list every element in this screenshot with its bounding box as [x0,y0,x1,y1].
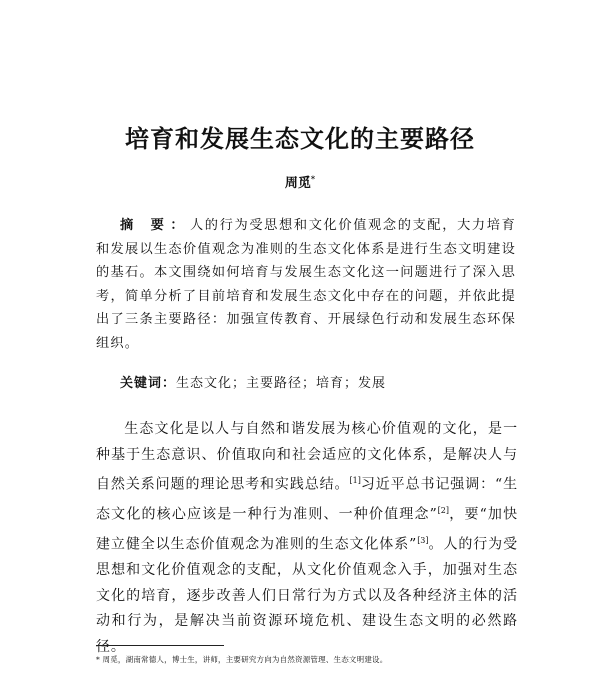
paper-title: 培育和发展生态文化的主要路径 [125,125,475,153]
abstract-text: 人的行为受思想和文化价值观念的支配，大力培育和发展以生态价值观念为准则的生态文化体系是进行生态文明建设的基石。本文围绕如何培育与发展生态文化这一问题进行了深入思考，简单分析了目前培育和发展生态文化中存在的问题，并依此提出了三条主要路径：加强宣传教育、开展绿色行动和发展生态环保组织。 [96,218,516,351]
citation-3: [3] [417,536,429,546]
author-line [0,172,600,191]
citation-2: [2] [437,506,450,516]
body-text-part-2: 习近平总书记强调：“生态文化的核心应该是一种行为准则、一种价值理念” [96,476,518,523]
keywords [120,372,520,391]
abstract [96,214,516,356]
author-footnote-mark: * [310,173,316,184]
footnote-divider [96,645,224,646]
footnote: * 周觅，湖南常德人，博士生，讲师，主要研究方向为自然资源管理、生态文明建设。 [96,655,388,664]
keywords-label: 关键词： [120,376,177,391]
body-text-part-4: 。人的行为受思想和文化价值观念的支配，从文化价值观念入手，加强对生态文化的培育，逐步改善人们日常行为方式以及各种经济主体的活动和行为，是解决当前资源环境危机、建设生态文明的必然路径。 [96,536,518,655]
body-text-part-3: ，要“加快建立健全以生态价值观念为准则的生态文化体系” [96,506,518,553]
keywords-text: 生态文化；主要路径；培育；发展 [176,376,387,391]
citation-1: [1] [349,476,361,485]
author-name: 周觅 [284,176,311,191]
abstract-label: 摘 要： [120,218,190,233]
body-paragraph [96,417,518,660]
body-text-part-1: 生态文化是以人与自然和谐发展为核心价值观的文化，是一种基于生态意识、价值取向和社会适应的文化体系，是解决人与自然关系问题的理论思考和实践总结。 [96,421,518,493]
